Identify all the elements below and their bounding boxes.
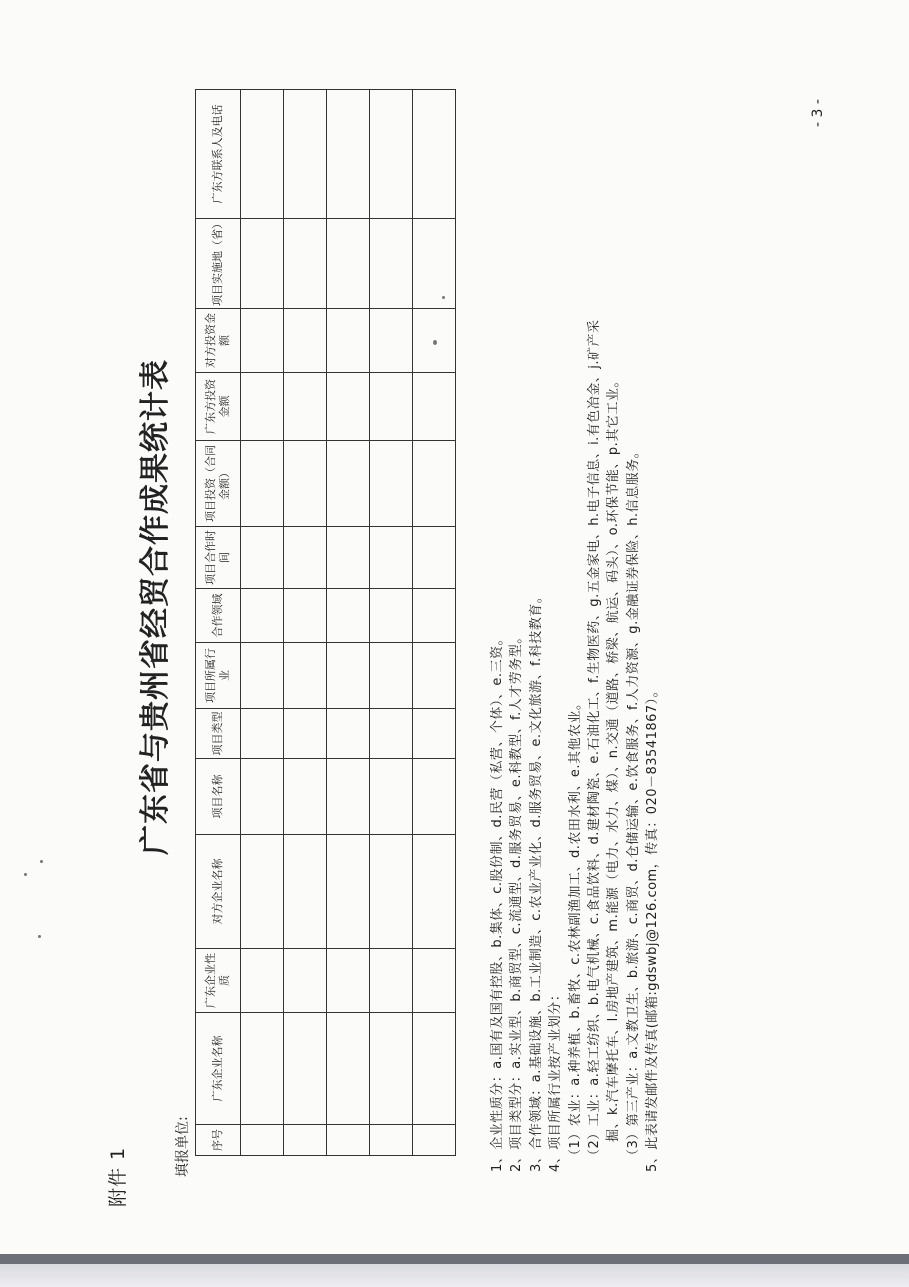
note-enterprise-nature: 1、企业性质分：a.国有及国有控股、b.集体、c.股份制、d.民营（私营、个体）、e.三资。 (490, 631, 505, 1172)
header-gd-company-name: 广东企业名称 (196, 1013, 241, 1125)
table-row (370, 90, 413, 1156)
header-cooperation-field: 合作领域 (196, 589, 241, 643)
note-tertiary-industry: （3）第三产业：a.文教卫生、b.旅游、c.商贸、d.仓储运输、e.饮食服务、f.人力资源、g.金融证券保险、h.信息服务。 (625, 444, 641, 1162)
notes-section (488, 22, 663, 1172)
header-gd-contact: 广东方联系人及电话 (196, 90, 241, 219)
table-row (327, 90, 370, 1156)
table-row (413, 90, 456, 1156)
note-project-type: 2、项目类型分：a.实业型、b.商贸型、c.流通型、d.服务贸易、e.科教型、f.人才劳务型。 (509, 630, 525, 1172)
note-industry: （2）工业：a.轻工纺织、b.电气机械、c.食品饮料、d.建材陶瓷、e.石油化工、f.生物医药、g.五金家电、h.电子信息、i.有色冶金、j.矿产采 (587, 319, 603, 1162)
page-number: - 3 - (810, 99, 826, 127)
header-gd-company-nature: 广东企业性质 (196, 949, 241, 1013)
header-project-investment: 项目投资（合同金额） (196, 441, 241, 527)
note-agriculture: （1）农业：a.种养植、b.畜牧、c.农林副渔加工、d.农田水利、e.其他农业。 (567, 696, 583, 1162)
annex-label: 附件 1 (107, 1146, 129, 1207)
scanner-edge-band (0, 1254, 909, 1264)
scanner-bottom-edge (0, 1264, 909, 1287)
note-industry-continued: 掘、k.汽车摩托车、l.房地产建筑、m.能源（电力、水力、煤）、n.交通（道路、桥梁、航运、码头）、o.环保节能、p.其它工业。 (606, 374, 622, 1142)
note-industry-classification: 4、项目所属行业按产业划分： (548, 987, 564, 1172)
table-row (241, 90, 284, 1156)
table-header-row (196, 90, 241, 1156)
header-project-name: 项目名称 (196, 759, 241, 835)
statistics-table (195, 89, 456, 1156)
header-partner-company-name: 对方企业名称 (196, 835, 241, 949)
note-cooperation-field: 3、合作领域：a.基础设施、b.工业制造、c.农业产业化、d.服务贸易、e.文化旅游、f.科技教育。 (528, 589, 544, 1172)
table-row (284, 90, 327, 1156)
header-implementation-province: 项目实施地（省） (196, 219, 241, 309)
header-project-industry: 项目所属行业 (196, 643, 241, 709)
note-submission-contact: 5、此表请发邮件及传真(邮箱:gdswbj@126.com，传真：020－83541867）。 (645, 683, 661, 1172)
header-partner-investment: 对方投资金额 (196, 309, 241, 373)
header-gd-investment: 广东方投资金额 (196, 373, 241, 441)
document-title: 广东省与贵州省经贸合作成果统计表 (138, 359, 173, 855)
header-project-type: 项目类型 (196, 709, 241, 759)
header-index: 序号 (196, 1125, 241, 1156)
reporting-unit-label: 填报单位: (175, 1116, 191, 1177)
header-cooperation-time: 项目合作时间 (196, 527, 241, 589)
